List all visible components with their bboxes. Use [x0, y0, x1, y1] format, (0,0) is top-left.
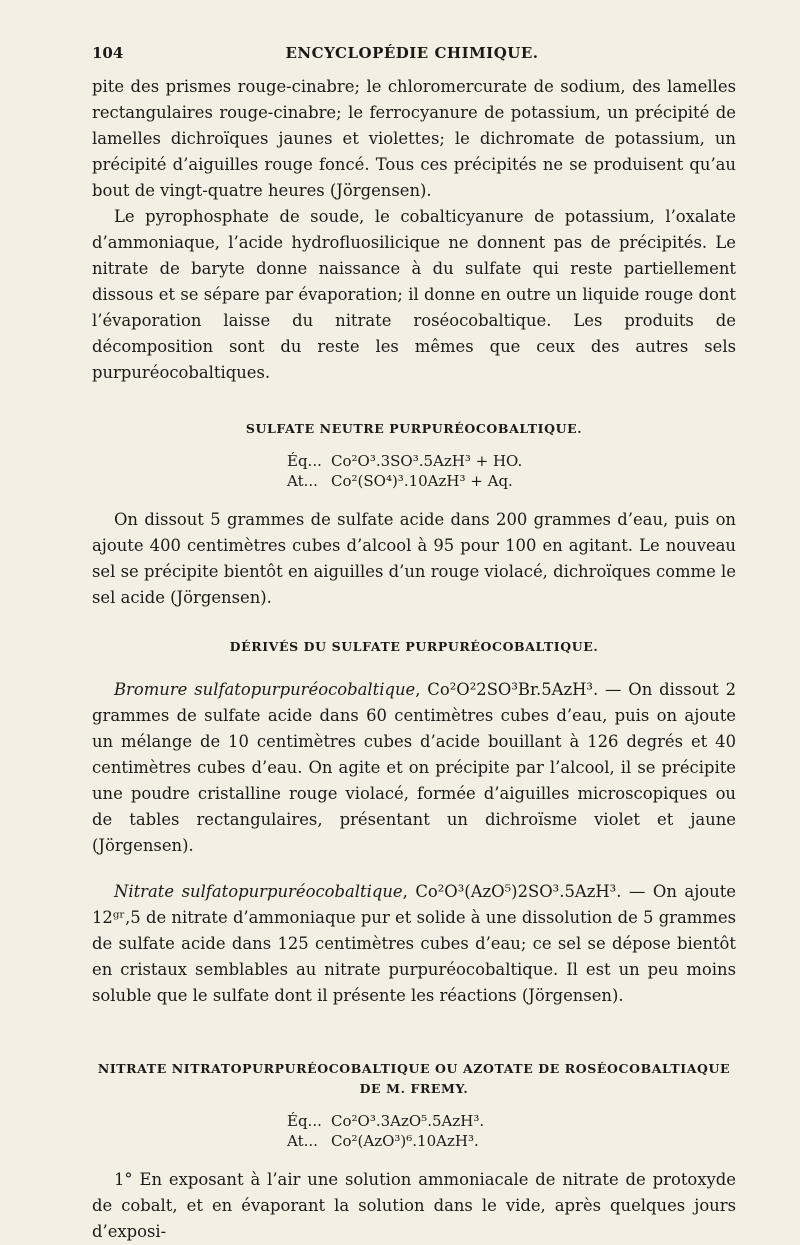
compound-name-bromure: Bromure sulfatopurpuréocobaltique [114, 680, 416, 699]
compound-text-nitrate: — On ajoute 12ᵍʳ,5 de nitrate d’ammoniaque pur et solide à une dissolution de 5 grammes de sulfate acide dans 125 centimètres cubes d’eau; ce sel se dépose bientôt en cristaux semblables au nitrate purpuréocobaltique. Il est un peu moins soluble que le sulfate dont il présente les réactions (Jörgensen). [92, 882, 736, 1005]
formula-label: At... [287, 1132, 318, 1150]
compound-formula-nitrate: , Co²O³(AzO⁵)2SO³.5AzH³. [402, 882, 622, 901]
formula-equivalent [92, 451, 736, 471]
formula-value: Co²(SO⁴)³.10AzH³ + Aq. [331, 472, 513, 490]
paragraph-bromure [92, 677, 736, 859]
paragraph-fremy-method: 1° En exposant à l’air une solution ammoniacale de nitrate de protoxyde de cobalt, et en évaporant la solution dans le vide, après quelques jours d’exposi- [92, 1170, 736, 1241]
page-number: 104 [92, 44, 124, 62]
section-title-derives: DÉRIVÉS DU SULFATE PURPURÉOCOBALTIQUE. [229, 639, 599, 654]
paragraph-nitrate [92, 879, 736, 1009]
paragraph-sulfate-preparation: On dissout 5 grammes de sulfate acide dans 200 grammes d’eau, puis on ajoute 400 centimètres cubes d’alcool à 95 pour 100 en agitant. Le nouveau sel se précipite bientôt en aiguilles d’un rouge violacé, dichroïques comme le sel acide (Jörgensen). [92, 510, 736, 607]
formula-label: Éq... [287, 452, 322, 470]
paragraph-pyrophosphate: Le pyrophosphate de soude, le cobalticyanure de potassium, l’oxalate d’ammoniaque, l’acide hydrofluosilicique ne donnent pas de précipités. Le nitrate de baryte donne naissance à du sulfate qui reste partiellement dissous et se sépare par évaporation; il donne en outre un liquide rouge dont l’évaporation laisse du nitrate roséocobaltique. Les produits de décomposition sont du reste les mêmes que ceux des autres sels purpuréocobaltiques. [92, 207, 736, 382]
section-title-nitrate-nitrato-line2: DE M. FREMY. [359, 1081, 469, 1096]
paragraph-continuation: pite des prismes rouge-cinabre; le chloromercurate de sodium, des lamelles rectangulaires rouge-cinabre; le ferrocyanure de potassium, un précipité de lamelles dichroïques jaunes et violettes; le dichromate de potassium, un précipité d’aiguilles rouge foncé. Tous ces précipités ne se produisent qu’au bout de vingt-quatre heures (Jörgensen). [92, 77, 736, 200]
compound-formula-bromure: , Co²O²2SO³Br.5AzH³. [415, 680, 599, 699]
compound-name-nitrate: Nitrate sulfatopurpuréocobaltique [114, 882, 403, 901]
formula-label: At... [287, 472, 318, 490]
compound-text-bromure: — On dissout 2 grammes de sulfate acide dans 60 centimètres cubes d’eau, puis on ajoute un mélange de 10 centimètres cubes d’acide bouillant à 126 degrés et 40 centimètres cubes d’eau. On agite et on précipite par l’alcool, il se précipite une poudre cristalline rouge violacé, formée d’aiguilles microscopiques ou de tables rectangulaires, présentant un dichroïsme violet et jaune (Jörgensen). [92, 680, 736, 855]
formula-label: Éq... [287, 1112, 322, 1130]
page-header [92, 44, 732, 66]
formula-value: Co²O³.3AzO⁵.5AzH³. [331, 1112, 485, 1130]
formula-value: Co²(AzO³)⁶.10AzH³. [331, 1132, 479, 1150]
section-title-sulfate-neutre: SULFATE NEUTRE PURPURÉOCOBALTIQUE. [245, 421, 583, 436]
page-body [92, 74, 736, 1245]
formula-atomic [92, 1131, 736, 1151]
running-title: ENCYCLOPÉDIE CHIMIQUE. [285, 44, 539, 62]
section-title-nitrate-nitrato-line1: NITRATE NITRATOPURPURÉOCOBALTIQUE OU AZOTATE DE ROSÉOCOBALTIAQUE [97, 1061, 731, 1076]
formula-equivalent [92, 1111, 736, 1131]
formula-atomic [92, 471, 736, 491]
formula-value: Co²O³.3SO³.5AzH³ + HO. [331, 452, 523, 470]
